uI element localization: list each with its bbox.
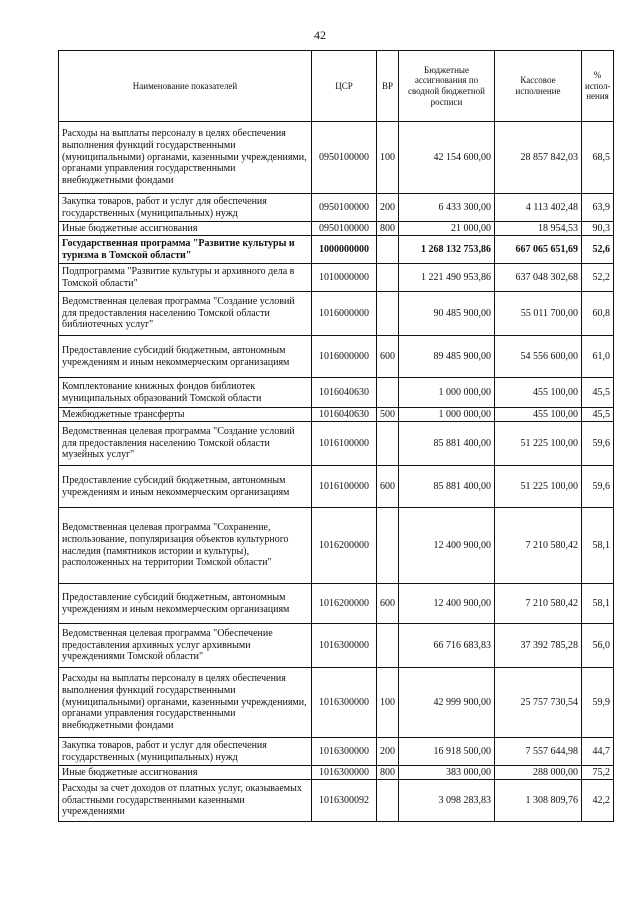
row-csr: 1016300092	[312, 780, 377, 822]
row-vr: 800	[377, 222, 399, 236]
header-execution-percent: % испол-нения	[582, 51, 614, 122]
row-vr: 100	[377, 122, 399, 194]
row-executed: 1 308 809,76	[495, 780, 582, 822]
row-vr: 500	[377, 408, 399, 422]
table-row	[59, 766, 614, 780]
row-csr: 1016300000	[312, 668, 377, 738]
row-percent: 45,5	[582, 408, 614, 422]
row-percent: 58,1	[582, 508, 614, 584]
row-name: Закупка товаров, работ и услуг для обеспечения государственных (муниципальных) нужд	[59, 194, 312, 222]
row-assigned: 1 268 132 753,86	[399, 236, 495, 264]
table-row	[59, 422, 614, 466]
row-vr: 600	[377, 336, 399, 378]
row-vr: 200	[377, 194, 399, 222]
row-name: Расходы за счет доходов от платных услуг, оказываемых областными государственными казенными учреждениями	[59, 780, 312, 822]
header-cash-execution: Кассовое исполнение	[495, 51, 582, 122]
row-executed: 7 210 580,42	[495, 584, 582, 624]
row-percent: 59,6	[582, 422, 614, 466]
row-percent: 90,3	[582, 222, 614, 236]
row-csr: 1016300000	[312, 738, 377, 766]
row-executed: 25 757 730,54	[495, 668, 582, 738]
row-vr	[377, 780, 399, 822]
header-vr: ВР	[377, 51, 399, 122]
row-vr: 600	[377, 584, 399, 624]
row-assigned: 12 400 900,00	[399, 508, 495, 584]
row-executed: 51 225 100,00	[495, 466, 582, 508]
row-percent: 58,1	[582, 584, 614, 624]
row-vr	[377, 378, 399, 408]
row-assigned: 12 400 900,00	[399, 584, 495, 624]
row-assigned: 1 000 000,00	[399, 378, 495, 408]
row-percent: 59,6	[582, 466, 614, 508]
row-assigned: 42 154 600,00	[399, 122, 495, 194]
row-executed: 37 392 785,28	[495, 624, 582, 668]
row-assigned: 89 485 900,00	[399, 336, 495, 378]
header-indicator-name: Наименование показателей	[59, 51, 312, 122]
row-assigned: 42 999 900,00	[399, 668, 495, 738]
page-number: 42	[314, 28, 326, 42]
row-csr: 1016040630	[312, 408, 377, 422]
table-row	[59, 668, 614, 738]
row-vr: 600	[377, 466, 399, 508]
row-name: Ведомственная целевая программа "Создание условий для предоставления населению Томской области библиотечных услуг"	[59, 292, 312, 336]
row-percent: 52,2	[582, 264, 614, 292]
row-executed: 7 557 644,98	[495, 738, 582, 766]
row-assigned: 3 098 283,83	[399, 780, 495, 822]
row-percent: 60,8	[582, 292, 614, 336]
row-assigned: 16 918 500,00	[399, 738, 495, 766]
row-executed: 54 556 600,00	[495, 336, 582, 378]
row-csr: 1016000000	[312, 292, 377, 336]
row-assigned: 66 716 683,83	[399, 624, 495, 668]
row-vr: 200	[377, 738, 399, 766]
row-name: Предоставление субсидий бюджетным, автономным учреждениям и иным некоммерческим организациям	[59, 584, 312, 624]
row-percent: 59,9	[582, 668, 614, 738]
row-percent: 61,0	[582, 336, 614, 378]
table-row	[59, 194, 614, 222]
row-vr	[377, 624, 399, 668]
row-csr: 1016100000	[312, 466, 377, 508]
table-row	[59, 466, 614, 508]
row-executed: 637 048 302,68	[495, 264, 582, 292]
row-assigned: 383 000,00	[399, 766, 495, 780]
table-row	[59, 236, 614, 264]
row-csr: 1016040630	[312, 378, 377, 408]
row-executed: 288 000,00	[495, 766, 582, 780]
budget-table	[58, 50, 614, 822]
row-name: Ведомственная целевая программа "Сохранение, использование, популяризация объектов культурного наследия (памятников истории и культуры), расположенных на территории Томской области"	[59, 508, 312, 584]
row-name: Ведомственная целевая программа "Создание условий для предоставления населению Томской области музейных услуг"	[59, 422, 312, 466]
row-name: Предоставление субсидий бюджетным, автономным учреждениям и иным некоммерческим организациям	[59, 466, 312, 508]
row-percent: 68,5	[582, 122, 614, 194]
table-row	[59, 378, 614, 408]
row-executed: 455 100,00	[495, 378, 582, 408]
row-name: Предоставление субсидий бюджетным, автономным учреждениям и иным некоммерческим организациям	[59, 336, 312, 378]
table-row	[59, 738, 614, 766]
table-row	[59, 222, 614, 236]
row-vr	[377, 264, 399, 292]
row-csr: 1016200000	[312, 584, 377, 624]
row-csr: 0950100000	[312, 222, 377, 236]
row-csr: 1000000000	[312, 236, 377, 264]
row-assigned: 1 221 490 953,86	[399, 264, 495, 292]
row-assigned: 6 433 300,00	[399, 194, 495, 222]
row-name: Иные бюджетные ассигнования	[59, 222, 312, 236]
row-executed: 667 065 651,69	[495, 236, 582, 264]
row-csr: 1010000000	[312, 264, 377, 292]
table-row	[59, 264, 614, 292]
table-row	[59, 408, 614, 422]
row-percent: 63,9	[582, 194, 614, 222]
table-row	[59, 780, 614, 822]
table-row	[59, 584, 614, 624]
row-csr: 1016200000	[312, 508, 377, 584]
table-row	[59, 336, 614, 378]
row-csr: 1016300000	[312, 766, 377, 780]
row-name: Расходы на выплаты персоналу в целях обеспечения выполнения функций государственными (муниципальными) органами, казенными учреждениями, органами управления государственными внебюджетными фондами	[59, 668, 312, 738]
table-row	[59, 508, 614, 584]
row-percent: 75,2	[582, 766, 614, 780]
row-vr	[377, 422, 399, 466]
row-name: Межбюджетные трансферты	[59, 408, 312, 422]
row-vr	[377, 292, 399, 336]
header-csr: ЦСР	[312, 51, 377, 122]
row-vr	[377, 508, 399, 584]
row-executed: 18 954,53	[495, 222, 582, 236]
row-percent: 56,0	[582, 624, 614, 668]
row-executed: 455 100,00	[495, 408, 582, 422]
row-executed: 55 011 700,00	[495, 292, 582, 336]
row-percent: 45,5	[582, 378, 614, 408]
row-assigned: 85 881 400,00	[399, 466, 495, 508]
row-name: Иные бюджетные ассигнования	[59, 766, 312, 780]
row-vr: 800	[377, 766, 399, 780]
table-row	[59, 122, 614, 194]
row-name: Комплектование книжных фондов библиотек муниципальных образований Томской области	[59, 378, 312, 408]
row-executed: 28 857 842,03	[495, 122, 582, 194]
table-row	[59, 624, 614, 668]
row-name: Закупка товаров, работ и услуг для обеспечения государственных (муниципальных) нужд	[59, 738, 312, 766]
row-csr: 1016300000	[312, 624, 377, 668]
row-name: Государственная программа "Развитие культуры и туризма в Томской области"	[59, 236, 312, 264]
row-csr: 1016100000	[312, 422, 377, 466]
row-vr	[377, 236, 399, 264]
row-csr: 0950100000	[312, 194, 377, 222]
row-name: Ведомственная целевая программа "Обеспечение предоставления архивных услуг архивными учреждениями Томской области"	[59, 624, 312, 668]
row-percent: 44,7	[582, 738, 614, 766]
row-executed: 4 113 402,48	[495, 194, 582, 222]
row-name: Подпрограмма "Развитие культуры и архивного дела в Томской области"	[59, 264, 312, 292]
row-csr: 1016000000	[312, 336, 377, 378]
header-budget-assignments: Бюджетные ассигнования по сводной бюджетной росписи	[399, 51, 495, 122]
row-assigned: 21 000,00	[399, 222, 495, 236]
row-csr: 0950100000	[312, 122, 377, 194]
row-executed: 51 225 100,00	[495, 422, 582, 466]
table-row	[59, 292, 614, 336]
row-vr: 100	[377, 668, 399, 738]
row-assigned: 85 881 400,00	[399, 422, 495, 466]
row-name: Расходы на выплаты персоналу в целях обеспечения выполнения функций государственными (муниципальными) органами, казенными учреждениями, органами управления государственными внебюджетными фондами	[59, 122, 312, 194]
table-header-row	[59, 51, 614, 122]
row-percent: 42,2	[582, 780, 614, 822]
row-executed: 7 210 580,42	[495, 508, 582, 584]
row-percent: 52,6	[582, 236, 614, 264]
row-assigned: 1 000 000,00	[399, 408, 495, 422]
row-assigned: 90 485 900,00	[399, 292, 495, 336]
